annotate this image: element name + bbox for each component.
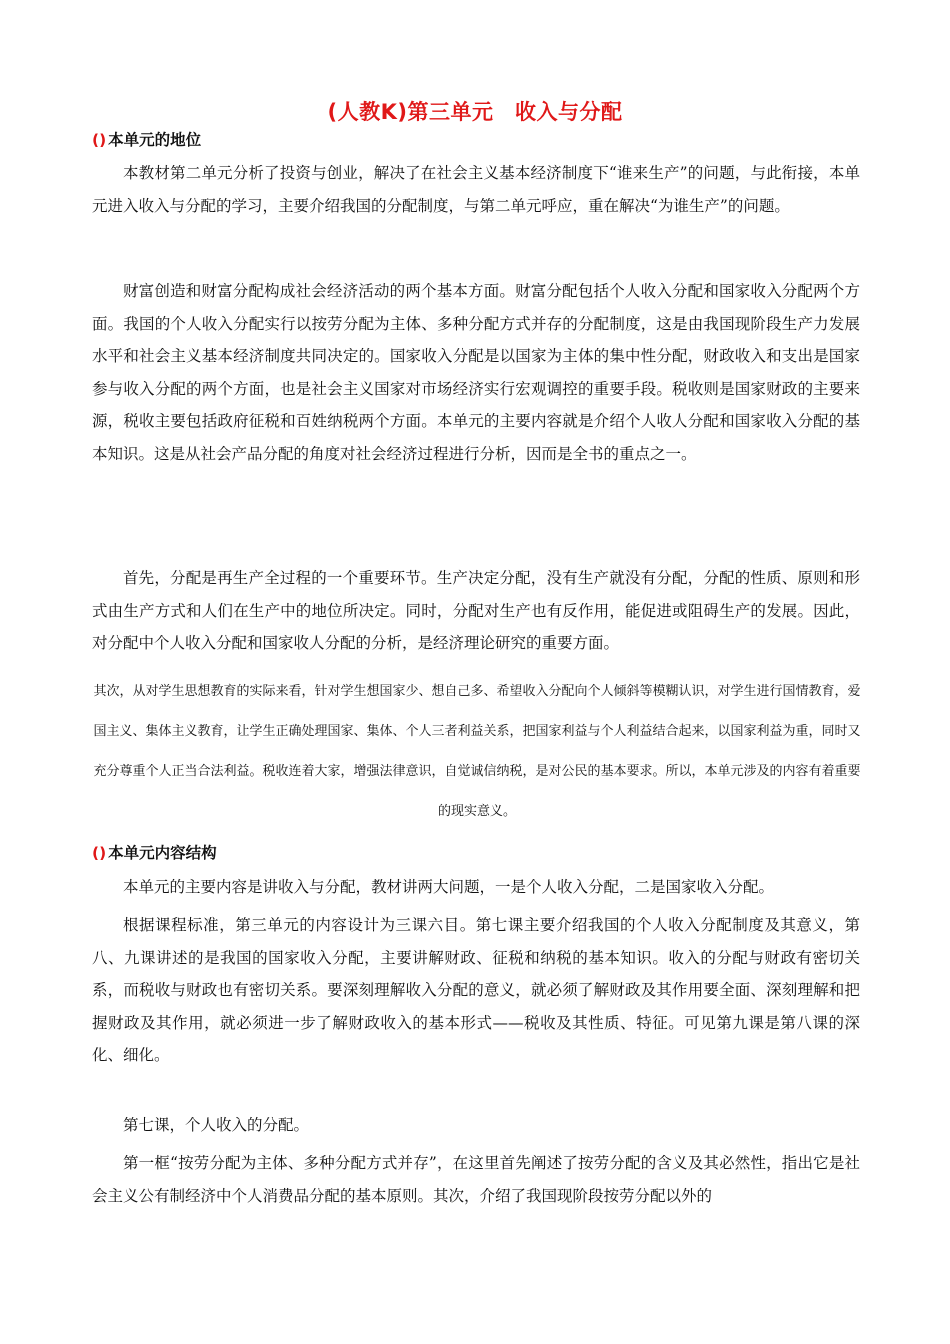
paragraph-first-frame: 第一框“按劳分配为主体、多种分配方式并存”，在这里首先阐述了按劳分配的含义及其必然性，指出它是社会主义公有制经济中个人消费品分配的基本原则。其次，介绍了我国现阶段按劳分配以外的 bbox=[92, 1154, 860, 1205]
section-marker: () bbox=[92, 131, 107, 149]
section-heading-structure bbox=[92, 841, 217, 863]
paragraph-wealth-distribution: 财富创造和财富分配构成社会经济活动的两个基本方面。财富分配包括个人收入分配和国家收入分配两个方面。我国的个人收入分配实行以按劳分配为主体、多种分配方式并存的分配制度，这是由我国现阶段生产力发展水平和社会主义基本经济制度共同决定的。国家收入分配是以国家为主体的集中性分配，财政收入和支出是国家参与收入分配的两个方面，也是社会主义国家对市场经济实行宏观调控的重要手段。税收则是国家财政的主要来源，税收主要包括政府征税和百姓纳税两个方面。本单元的主要内容就是介绍个人收人分配和国家收入分配的基本知识。这是从社会产品分配的角度对社会经济过程进行分析，因而是全书的重点之一。 bbox=[92, 282, 860, 463]
paragraph-lesson-seven: 第七课，个人收入的分配。 bbox=[123, 1116, 310, 1134]
paragraph-second-reason: 其次，从对学生思想教育的实际来看，针对学生想国家少、想自己多、希望收入分配向个人倾斜等模糊认识，对学生进行国情教育，爱国主义、集体主义教育，让学生正确处理国家、集体、个人三者利益关系，把国家利益与个人利益结合起来，以国家利益为重，同时又充分尊重个人正当合法利益。税收连着大家，增强法律意识，自觉诚信纳税，是对公民的基本要求。所以，本单元涉及的内容有着重要的现实意义。 bbox=[93, 684, 861, 819]
paragraph-first-reason: 首先，分配是再生产全过程的一个重要环节。生产决定分配，没有生产就没有分配，分配的性质、原则和形式由生产方式和人们在生产中的地位所决定。同时，分配对生产也有反作用，能促进或阻碍生产的发展。因此，对分配中个人收入分配和国家收人分配的分析，是经济理论研究的重要方面。 bbox=[92, 569, 860, 652]
section-heading-position bbox=[92, 128, 201, 150]
section-heading-text: 本单元内容结构 bbox=[108, 844, 217, 862]
paragraph-structure-intro: 本单元的主要内容是讲收入与分配，教材讲两大问题，一是个人收入分配，二是国家收入分配。 bbox=[123, 878, 775, 896]
section-marker: () bbox=[92, 844, 107, 862]
paragraph-curriculum-design: 根据课程标准，第三单元的内容设计为三课六目。第七课主要介绍我国的个人收入分配制度及其意义，第八、九课讲述的是我国的国家收入分配，主要讲解财政、征税和纳税的基本知识。收入的分配与财政有密切关系，而税收与财政也有密切关系。要深刻理解收入分配的意义，就必须了解财政及其作用要全面、深刻理解和把握财政及其作用，就必须进一步了解财政收入的基本形式——税收及其性质、特征。可见第九课是第八课的深化、细化。 bbox=[92, 916, 860, 1064]
paragraph-position-intro: 本教材第二单元分析了投资与创业，解决了在社会主义基本经济制度下“谁来生产”的问题，与此衔接，本单元进入收入与分配的学习，主要介绍我国的分配制度，与第二单元呼应，重在解决“为谁生产”的问题。 bbox=[92, 164, 860, 215]
document-title: (人教K)第三单元 收入与分配 bbox=[327, 100, 623, 124]
section-heading-text: 本单元的地位 bbox=[108, 131, 202, 149]
